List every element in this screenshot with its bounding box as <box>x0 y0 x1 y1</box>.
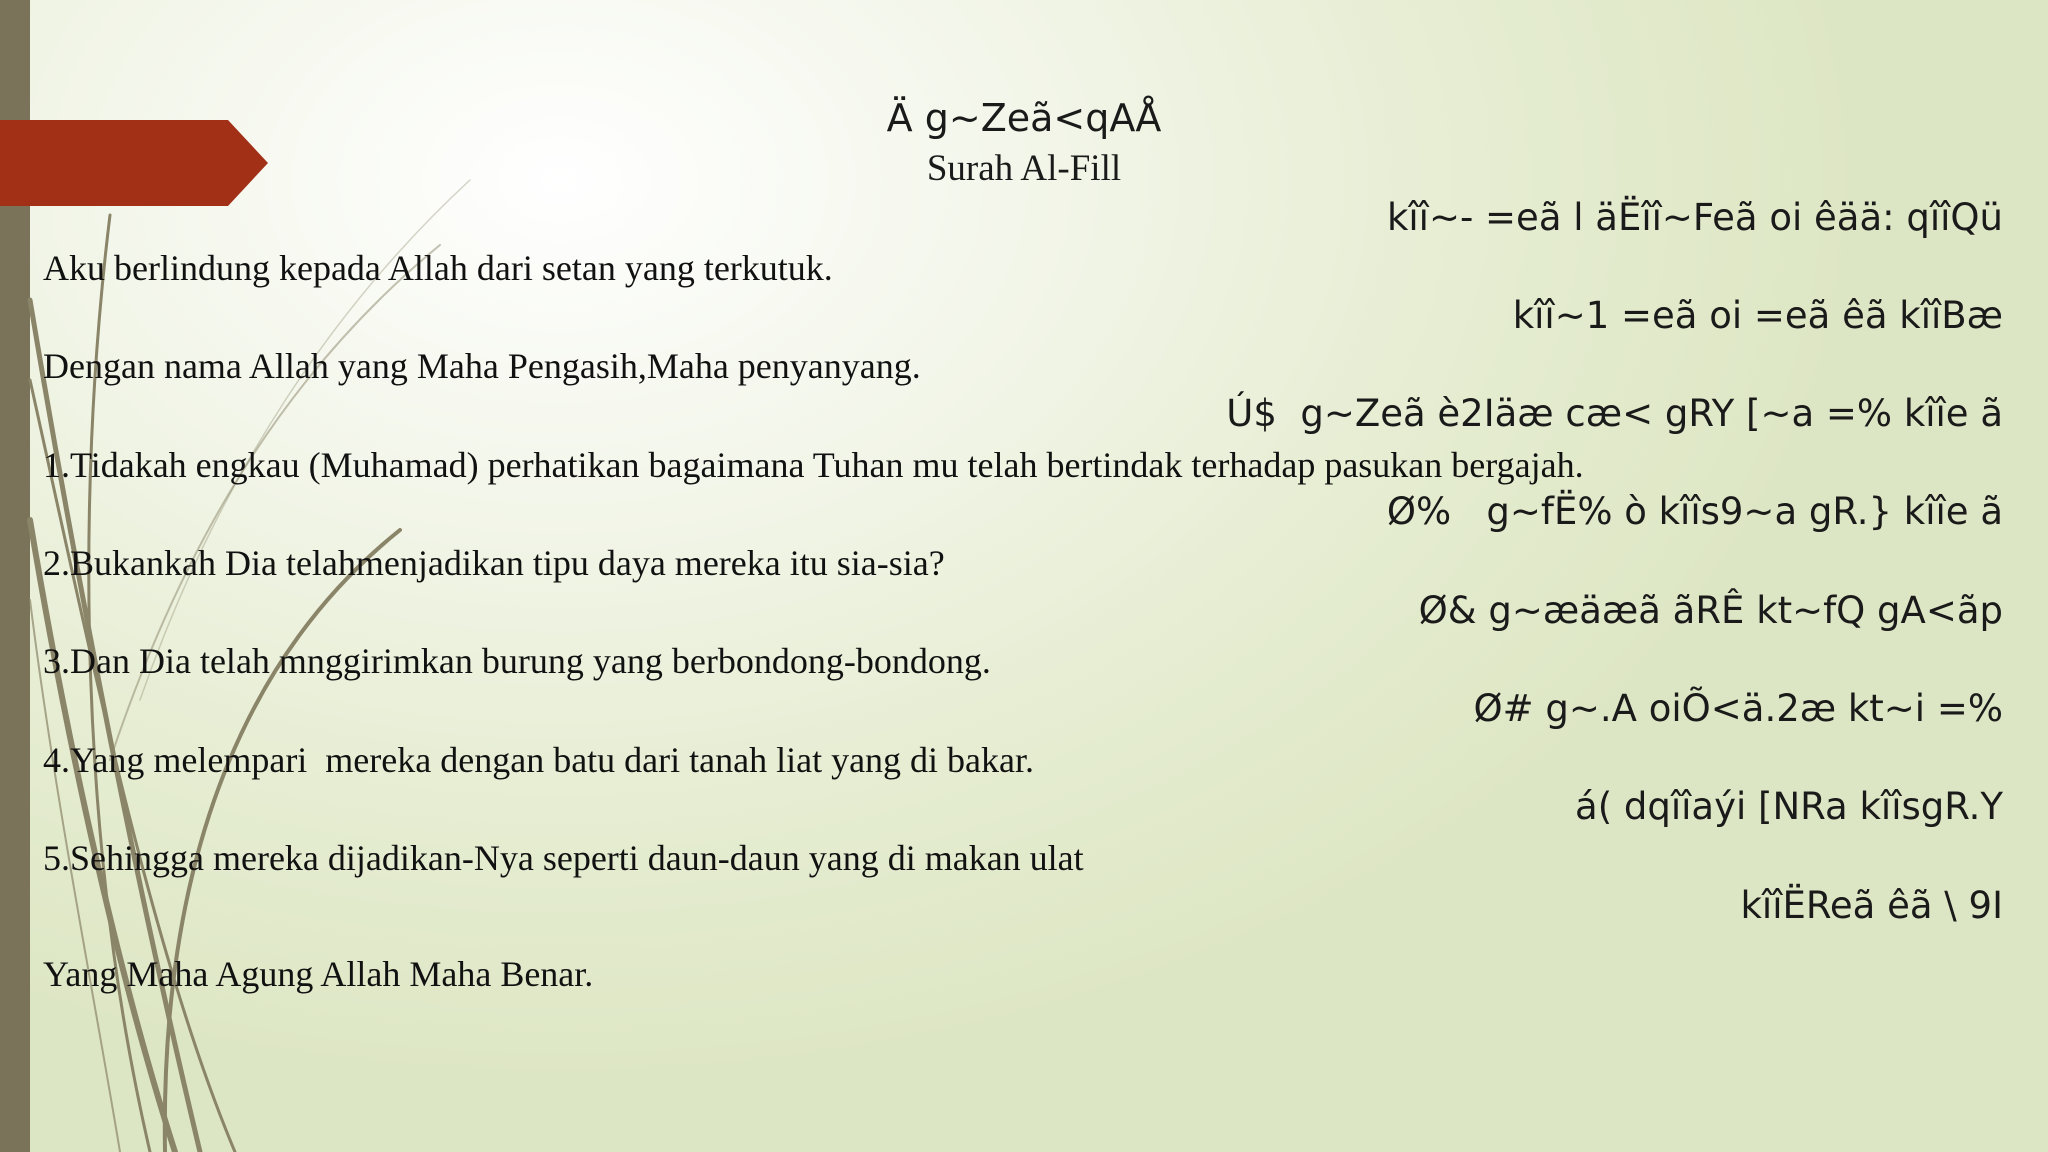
arabic-line: Ú$ g~Zeã è2Iäæ cæ< gRY [~a =% kîîe ã <box>1226 392 2003 435</box>
translation-line: 4.Yang melempari mereka dengan batu dari tanah liat yang di bakar. <box>43 740 1035 780</box>
slide-title-arabic: Ä g~Zeã<qAÅ <box>886 96 1162 140</box>
arabic-line: kîî~- =eã l äËîî~Feã oi êää: qîîQü <box>1386 196 2003 239</box>
translation-line: Aku berlindung kepada Allah dari setan yang terkutuk. <box>43 248 833 288</box>
translation-line: 5.Sehingga mereka dijadikan-Nya seperti daun-daun yang di makan ulat <box>43 838 1084 878</box>
translation-line: Yang Maha Agung Allah Maha Benar. <box>43 954 594 994</box>
arabic-line: Ø& g~æäæã ãRÊ kt~fQ gA<ãp <box>1418 589 2003 632</box>
slide-title: Surah Al-Fill <box>926 148 1122 189</box>
translation-line: 3.Dan Dia telah mnggirimkan burung yang berbondong-bondong. <box>43 641 991 681</box>
arabic-line: Ø# g~.A oiÕ<ä.2æ kt~i =% <box>1473 687 2003 730</box>
arabic-line: Ø% g~fË% ò kîîs9~a gR.} kîîe ã <box>1386 490 2003 533</box>
arabic-line: kîî~1 =eã oi =eã êã kîîBæ <box>1512 294 2003 337</box>
translation-line: Dengan nama Allah yang Maha Pengasih,Maha penyanyang. <box>43 346 921 386</box>
arabic-line: kîîËReã êã \ 9I <box>1740 884 2003 927</box>
arabic-line: á( dqîîaýi [NRa kîîsgR.Y <box>1575 785 2003 828</box>
translation-line: 2.Bukankah Dia telahmenjadikan tipu daya mereka itu sia-sia? <box>43 543 945 583</box>
translation-line: 1.Tidakah engkau (Muhamad) perhatikan bagaimana Tuhan mu telah bertindak terhadap pasukan bergajah. <box>43 445 1584 485</box>
